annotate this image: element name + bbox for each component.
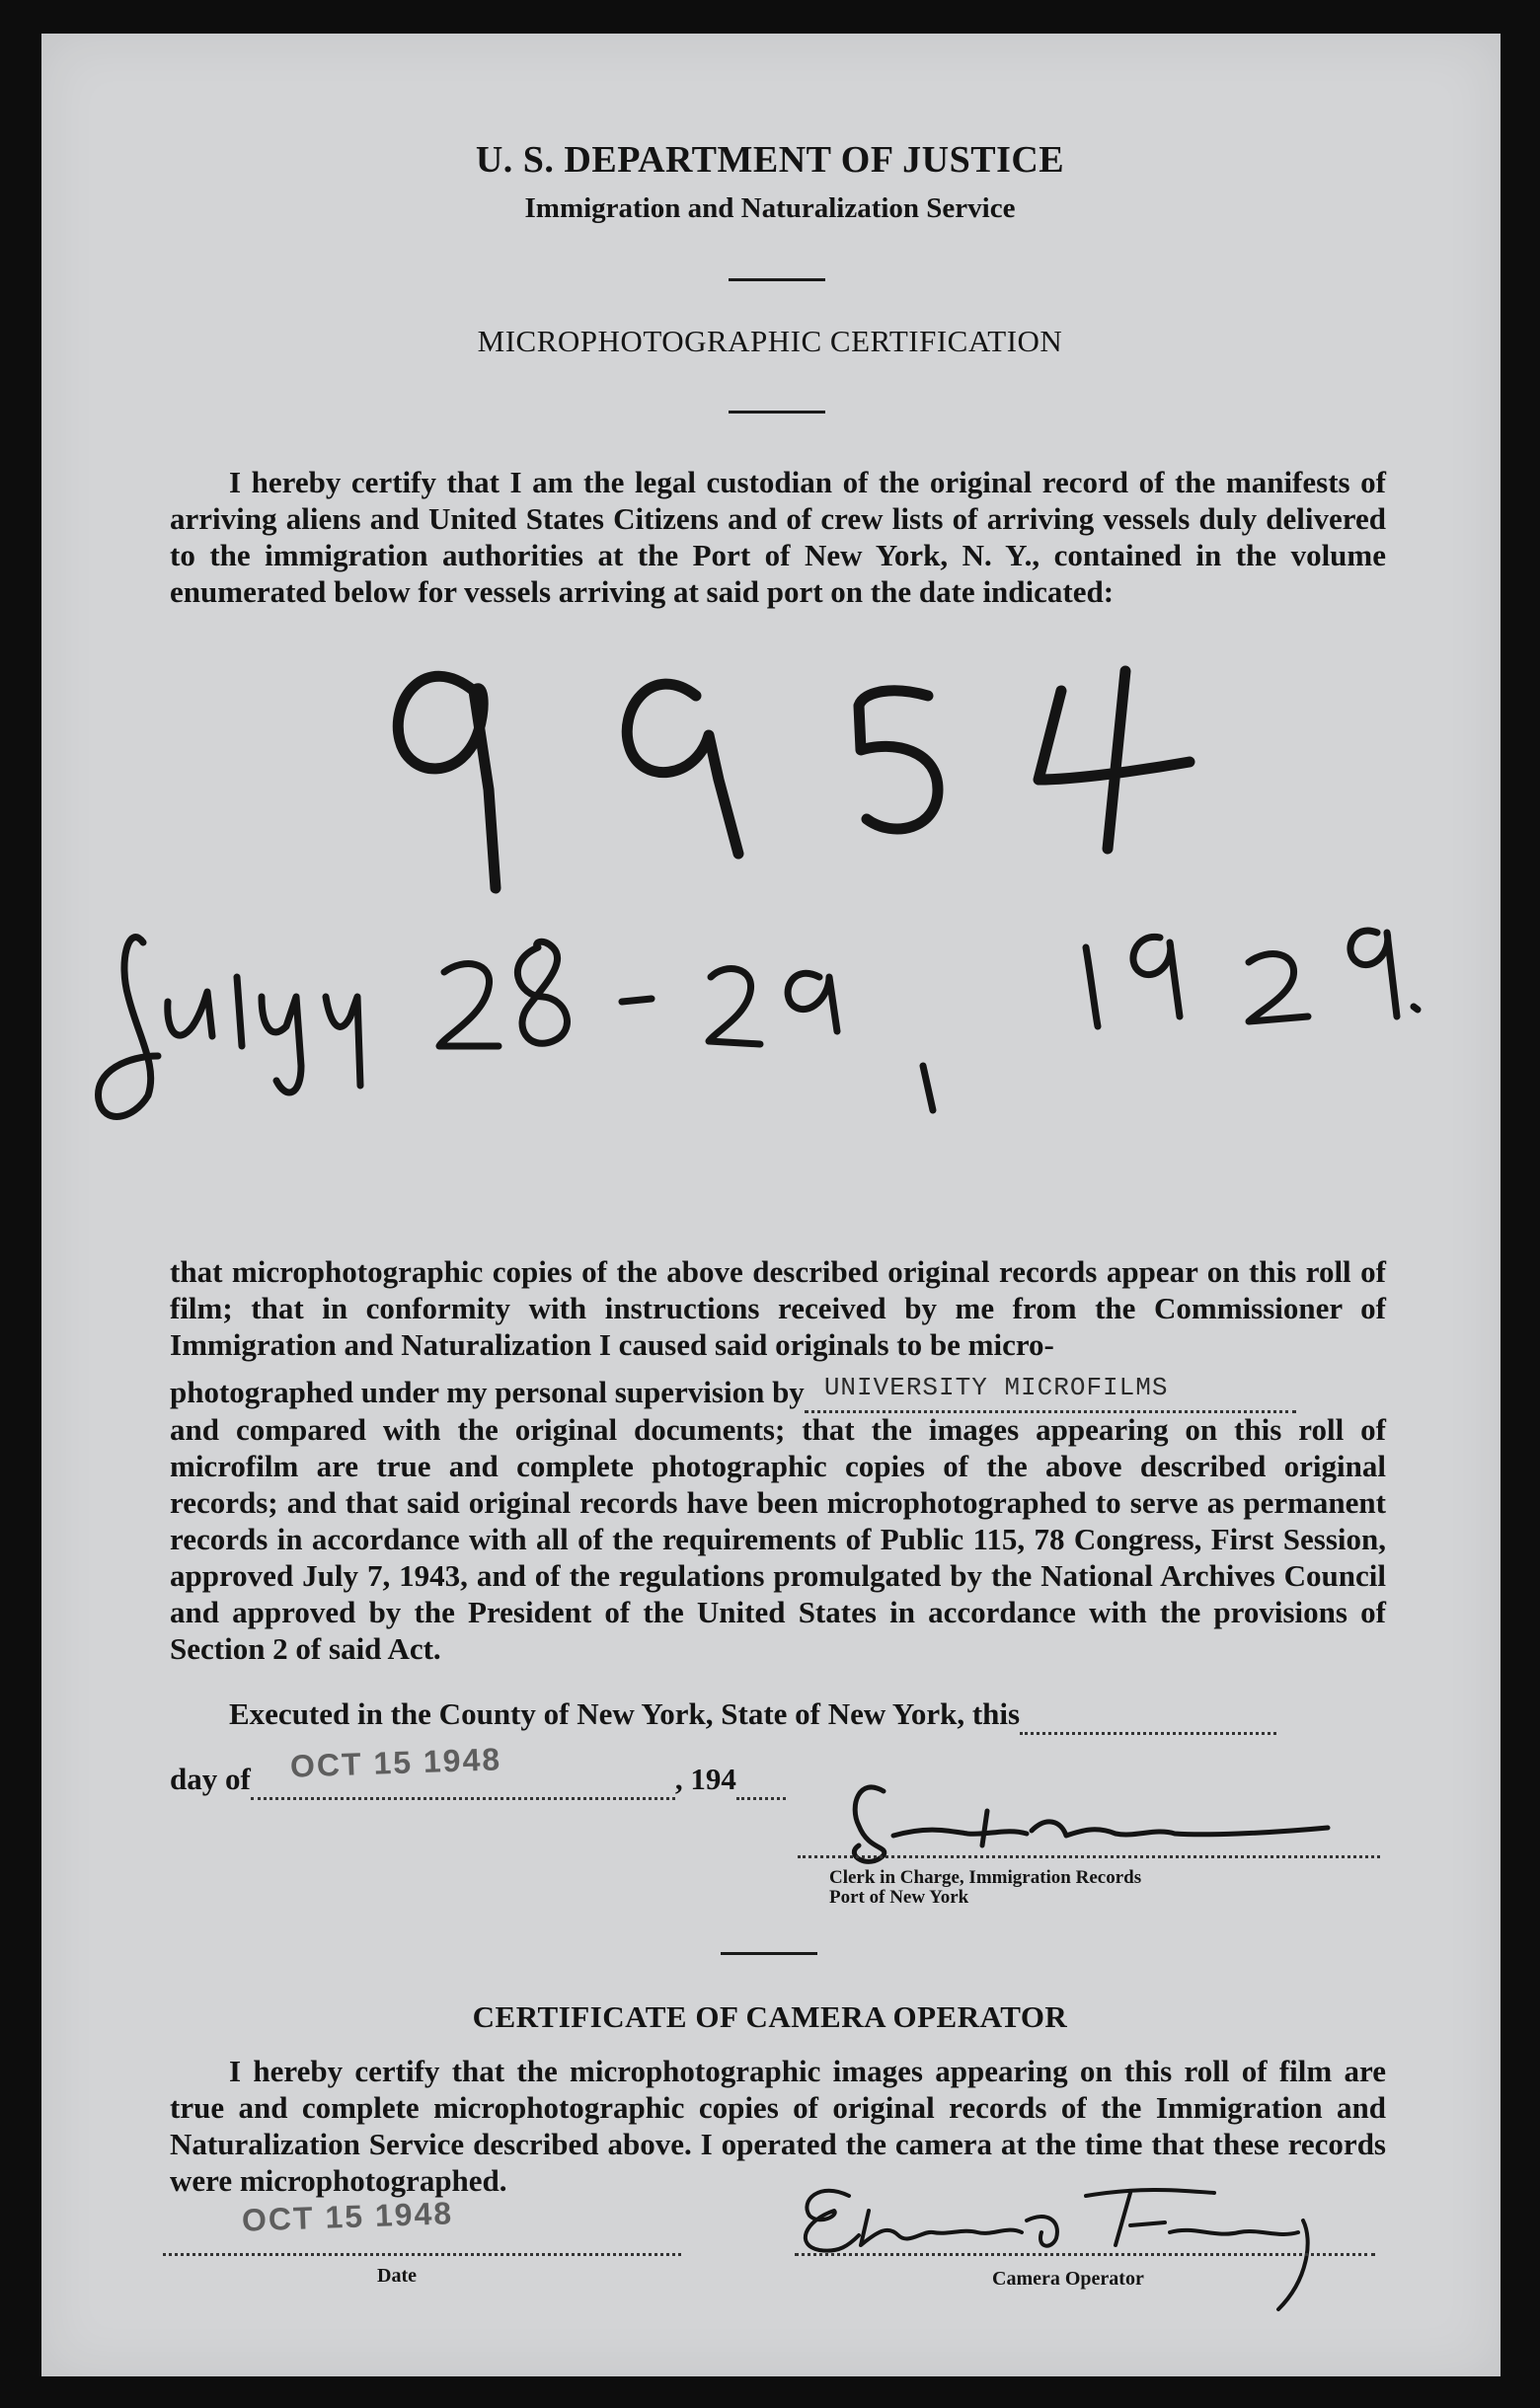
- camera-operator-line: [795, 2253, 1375, 2256]
- supervision-prefix: photographed under my personal supervision by: [170, 1375, 805, 1409]
- clerk-location: Port of New York: [829, 1887, 969, 1908]
- custodian-text: I hereby certify that I am the legal custodian of the original record of the manifests of arriving aliens and United States Citizens and of crew lists of arriving vessels duly delivered to the immigration authorities at the Port of New York, N. Y., contained in the volume enumerated below for vessels arriving at said port on the date indicated:: [170, 465, 1386, 609]
- certification-title: MICROPHOTOGRAPHIC CERTIFICATION: [477, 324, 1063, 358]
- date-stamp: OCT 15 1948: [289, 1741, 502, 1784]
- camera-date-stamp: OCT 15 1948: [241, 2195, 454, 2238]
- executed-text: Executed in the County of New York, State of New York, this: [229, 1696, 1021, 1731]
- year-prefix: , 194: [674, 1762, 736, 1796]
- camera-operator-label: Camera Operator: [992, 2268, 1144, 2290]
- copies-text-2: and compared with the original documents; that the images appearing on this roll of microfilm are true and complete photographic copies of the above described original records; and that said original records have been microphotographed to serve as permanent records in accordance with all of the requirements of Public 115, 78 Congress, First Session, approved July 7, 1943, and of the regulations promulgated by the National Archives Council and approved by the President of the United States in accordance with the provisions of Section 2 of said Act.: [170, 1412, 1386, 1666]
- camera-text: I hereby certify that the microphotographic images appearing on this roll of film are true and complete microphotographic copies of original records of the Immigration and Naturalization Service described above. I operated the camera at the time that these records were microphotographed.: [170, 2054, 1386, 2198]
- copies-text-1: that microphotographic copies of the above described original records appear on this roll of film; that in conformity with instructions received by me from the Commissioner of Immigration and Naturalization I caused said originals to be micro-: [170, 1254, 1386, 1362]
- day-of-label: day of: [170, 1762, 251, 1796]
- camera-heading: CERTIFICATE OF CAMERA OPERATOR: [472, 1999, 1068, 2034]
- clerk-title: Clerk in Charge, Immigration Records: [829, 1867, 1142, 1888]
- supervisor-typed: UNIVERSITY MICROFILMS: [823, 1373, 1169, 1402]
- service-subheading: Immigration and Naturalization Service: [524, 192, 1016, 224]
- department-heading: U. S. DEPARTMENT OF JUSTICE: [475, 139, 1065, 181]
- camera-date-label: Date: [377, 2265, 417, 2287]
